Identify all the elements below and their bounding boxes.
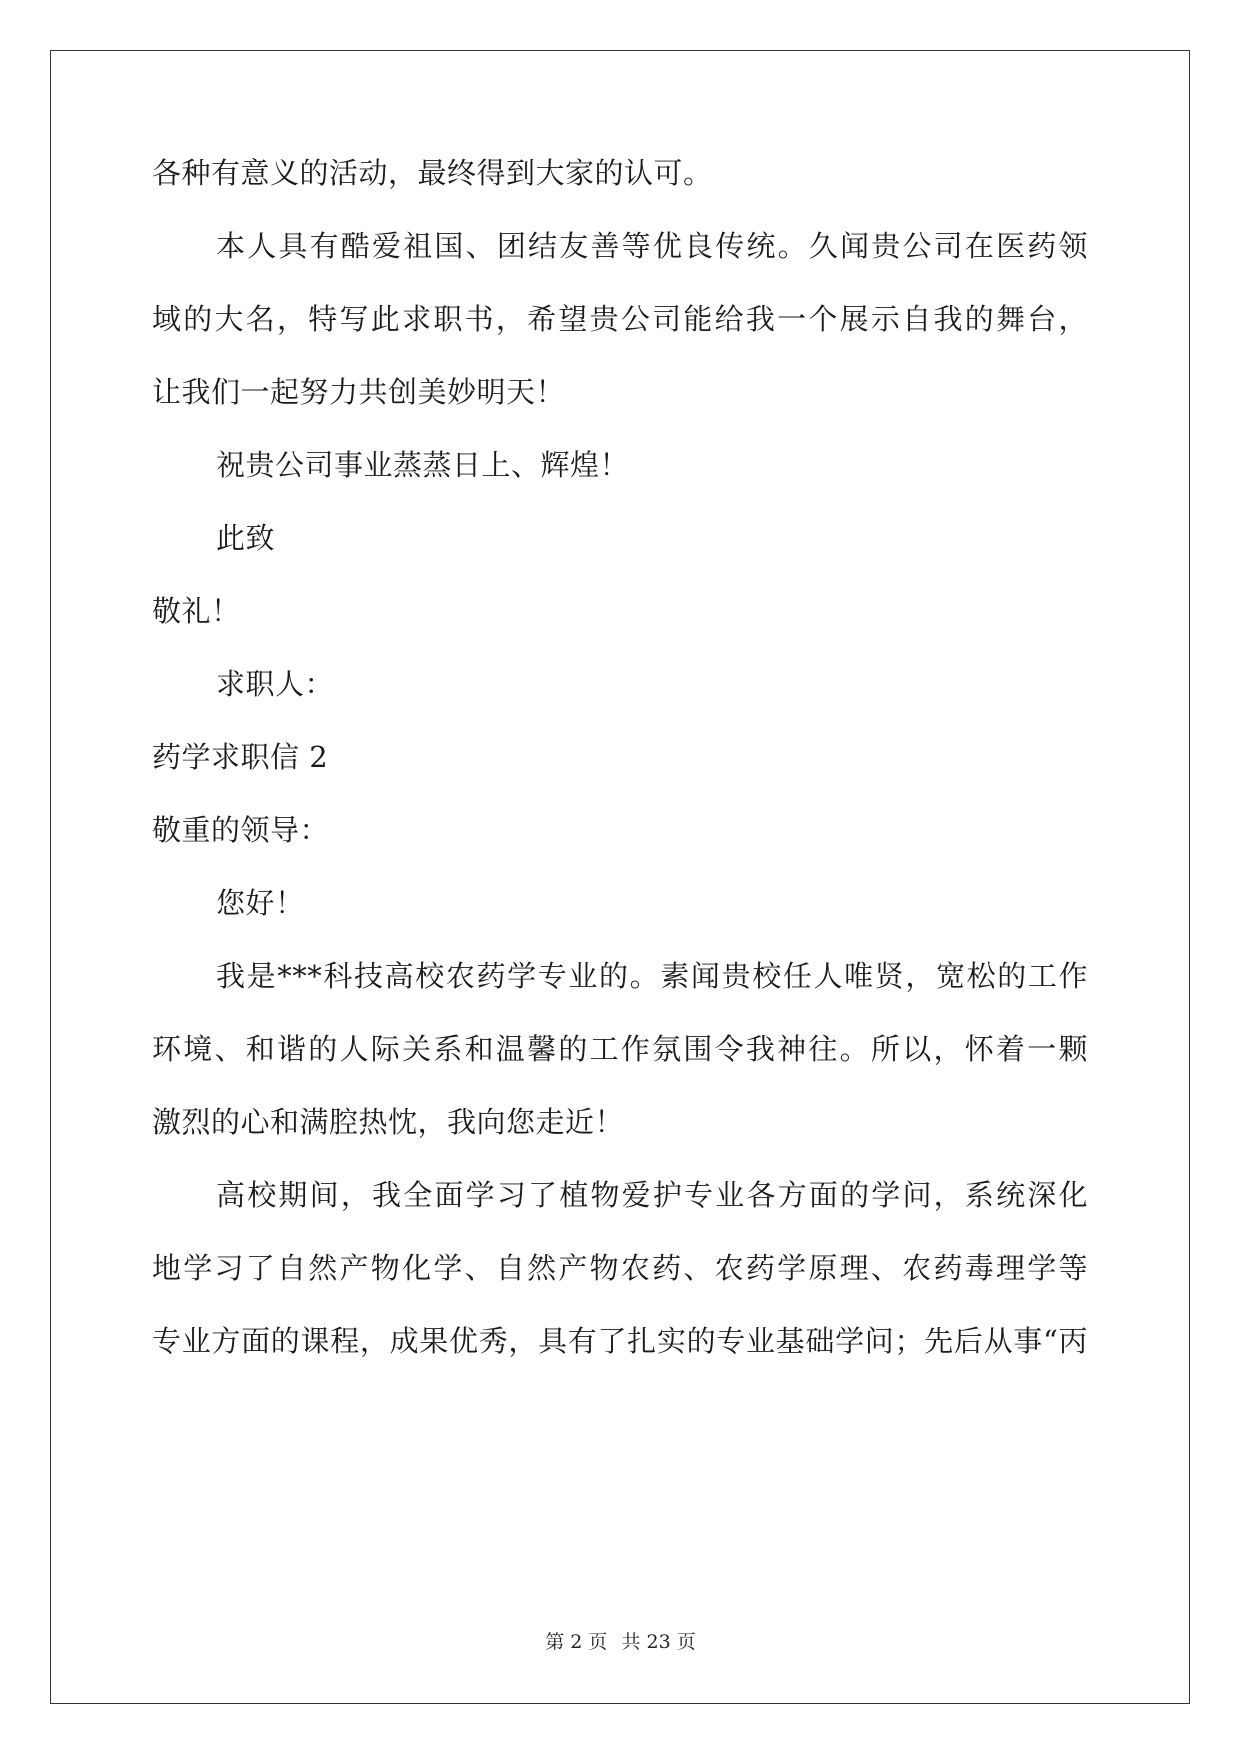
text-line: 求职人： — [216, 667, 335, 701]
text-line: 高校期间，我全面学习了植物爱护专业各方面的学问，系统深化 — [216, 1178, 1088, 1212]
text-line: 各种有意义的活动，最终得到大家的认可。 — [152, 156, 713, 190]
text-line: 敬重的领导： — [152, 813, 330, 847]
page-number: 第 2 页 — [545, 1631, 608, 1653]
text-line: 我是***科技高校农药学专业的。素闻贵校任人唯贤，宽松的工作 — [216, 959, 1088, 993]
text-line: 敬礼！ — [152, 594, 241, 628]
text-line: 您好！ — [216, 886, 305, 920]
text-line: 地学习了自然产物化学、自然产物农药、农药学原理、农药毒理学等 — [152, 1251, 1088, 1285]
text-line: 专业方面的课程，成果优秀，具有了扎实的专业基础学问；先后从事“丙 — [152, 1324, 1088, 1358]
text-line: 域的大名，特写此求职书，希望贵公司能给我一个展示自我的舞台， — [152, 302, 1088, 336]
page-footer — [0, 1630, 1241, 1654]
text-line: 激烈的心和满腔热忱，我向您走近！ — [152, 1105, 625, 1139]
text-line: 祝贵公司事业蒸蒸日上、辉煌！ — [216, 448, 630, 482]
text-line: 此致 — [216, 521, 276, 555]
text-line: 本人具有酷爱祖国、团结友善等优良传统。久闻贵公司在医药领 — [216, 229, 1088, 263]
section-heading: 药学求职信 2 — [152, 740, 329, 774]
text-line: 让我们一起努力共创美妙明天！ — [152, 375, 566, 409]
text-line: 环境、和谐的人际关系和温馨的工作氛围令我神往。所以，怀着一颗 — [152, 1032, 1088, 1066]
page-total: 共 23 页 — [621, 1631, 696, 1653]
